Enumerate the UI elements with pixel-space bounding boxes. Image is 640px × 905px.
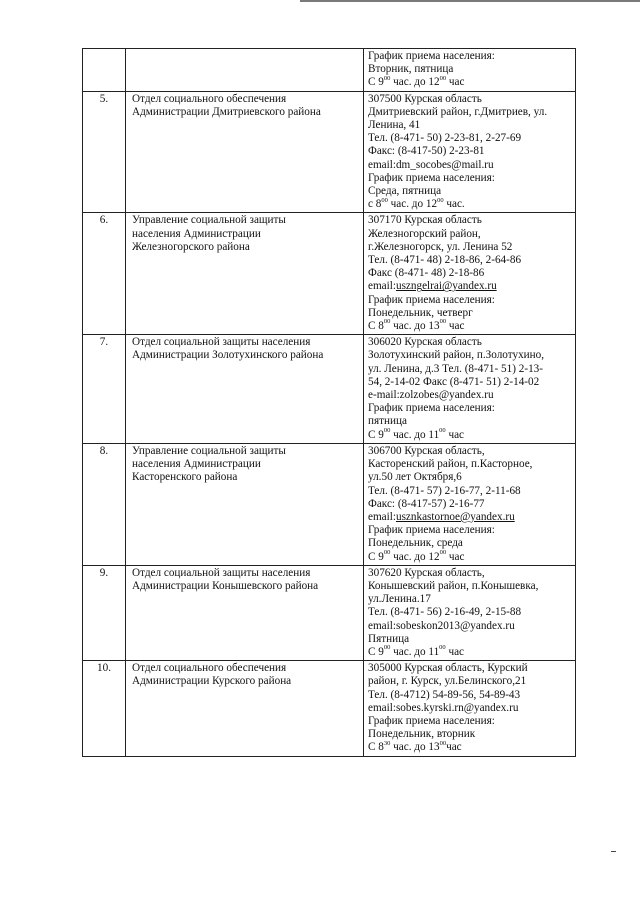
hours-from: С 9 (368, 428, 384, 441)
hours-from: С 8 (368, 741, 384, 754)
row-number-cell (83, 661, 126, 756)
hours-from-minutes: 00 (383, 426, 391, 434)
address-line: 305000 Курская область, Курский (368, 662, 528, 675)
address-line: График приема населения: (368, 293, 495, 306)
address-line: Дмитриевский район, г.Дмитриев, ул. (368, 105, 548, 118)
hours-from: С 9 (368, 76, 384, 89)
address-line: Среда, пятница (368, 185, 442, 198)
organization-cell (126, 91, 364, 213)
table-row (83, 49, 576, 92)
address-line: ул.50 лет Октября,6 (368, 471, 462, 484)
hours-suffix: час. (443, 198, 465, 211)
address-line: пятница (368, 415, 407, 428)
hours-from-minutes: 30 (383, 739, 391, 747)
organization-line: Управление социальной защиты (132, 444, 286, 457)
table-row (83, 91, 576, 213)
organization-line: Железногорского района (132, 240, 250, 253)
address-line: ул.Ленина.17 (368, 593, 431, 606)
address-line: 307170 Курская область (368, 214, 482, 227)
address-line: График приема населения: (368, 402, 495, 415)
organization-line: населения Администрации (132, 227, 261, 240)
address-line: e-mail:zolzobes@yandex.ru (368, 389, 494, 402)
address-line: email:sobes.kyrski.rn@yandex.ru (368, 701, 519, 714)
address-line: Железногорский район, (368, 227, 481, 240)
address-cell (364, 213, 576, 335)
hours-to-minutes: 00 (439, 426, 446, 434)
address-line: Тел. (8-471- 50) 2-23-81, 2-27-69 (368, 132, 522, 145)
organization-line: Отдел социальной защиты населения (132, 336, 311, 349)
hours-suffix: час (445, 428, 465, 441)
hours-from-minutes: 00 (383, 644, 391, 652)
hours-from: С 8 (368, 320, 384, 333)
table-row (83, 565, 576, 660)
row-number-cell (83, 335, 126, 444)
row-number: 6. (99, 214, 109, 227)
hours-to-minutes: 00 (439, 739, 447, 747)
address-line: Понедельник, четверг (368, 306, 473, 319)
address-line: email:sobeskon2013@yandex.ru (368, 619, 515, 632)
hours-to: час. до 12 (390, 550, 440, 563)
address-line: Тел. (8-471- 57) 2-16-77, 2-11-68 (368, 484, 521, 497)
hours-to-minutes: 00 (439, 318, 447, 326)
hours-from-minutes: 00 (383, 548, 391, 556)
row-number: 9. (99, 566, 109, 579)
hours-to-minutes: 00 (439, 644, 446, 652)
organization-cell (126, 213, 364, 335)
address-line: Факс (8-471- 48) 2-18-86 (368, 267, 485, 280)
organization-cell (126, 335, 364, 444)
address-cell (364, 661, 576, 756)
organization-line: Касторенского района (132, 471, 238, 484)
address-line: График приема населения: (368, 50, 495, 62)
organization-line: Отдел социального обеспечения (132, 92, 287, 105)
row-number: 7. (99, 336, 109, 349)
organization-line: Администрации Курского района (132, 675, 292, 688)
organization-line: Управление социальной защиты (132, 214, 286, 227)
organization-line: Отдел социальной защиты населения (132, 566, 311, 579)
address-line: район, г. Курск, ул.Белинского,21 (368, 675, 527, 688)
organization-cell (126, 49, 364, 92)
address-line: Понедельник, вторник (368, 728, 476, 741)
address-line: 306700 Курская область, (368, 444, 485, 457)
email-line (368, 511, 572, 524)
hours-to: час. до 12 (390, 76, 440, 89)
organization-line: Администрации Конышевского района (132, 579, 319, 592)
row-number-cell (83, 565, 126, 660)
address-line: 307500 Курская область (368, 92, 482, 105)
hours-line (368, 198, 572, 211)
hours-suffix: час (446, 76, 465, 89)
email-link[interactable]: usznkastornoe@yandex.ru (395, 510, 515, 523)
address-line: График приема населения: (368, 171, 495, 184)
hours-to: час. до 12 (387, 198, 438, 211)
row-number: 10. (97, 662, 111, 675)
row-number: 8. (99, 444, 109, 457)
address-cell (364, 49, 576, 92)
address-line: 54, 2-14-02 Факс (8-471- 51) 2-14-02 (368, 375, 540, 388)
hours-line (368, 548, 572, 564)
hours-from-minutes: 00 (383, 74, 391, 82)
address-line: 306020 Курская область (368, 336, 482, 349)
organization-cell (126, 661, 364, 756)
address-cell (364, 565, 576, 660)
hours-from: С 9 (368, 645, 384, 658)
hours-to: час. до 11 (390, 645, 440, 658)
address-line: Ленина, 41 (368, 119, 421, 132)
hours-to: час. до 11 (390, 428, 440, 441)
hours-line (368, 426, 572, 442)
hours-from-minutes: 00 (383, 318, 391, 326)
address-line: Касторенский район, п.Касторное, (368, 458, 533, 471)
address-line: Вторник, пятница (368, 63, 454, 76)
address-line: ул. Ленина, д.3 Тел. (8-471- 51) 2-13- (368, 362, 543, 375)
address-line: Тел. (8-471- 48) 2-18-86, 2-64-86 (368, 254, 522, 267)
organization-cell (126, 443, 364, 565)
row-number-cell (83, 443, 126, 565)
address-line: Факс: (8-417-50) 2-23-81 (368, 145, 485, 158)
address-line: Понедельник, среда (368, 537, 463, 550)
hours-to: час. до 13 (390, 741, 440, 754)
organization-line: населения Администрации (132, 458, 261, 471)
hours-from-minutes: 00 (381, 196, 388, 204)
organization-line: Администрации Золотухинского района (132, 349, 324, 362)
address-line: Конышевский район, п.Конышевка, (368, 579, 539, 592)
hours-suffix: час (445, 645, 465, 658)
table-row (83, 335, 576, 444)
top-rule (300, 0, 640, 2)
address-line: Факс: (8-417-57) 2-16-77 (368, 497, 485, 510)
address-cell (364, 443, 576, 565)
address-line: г.Железногорск, ул. Ленина 52 (368, 240, 513, 253)
row-number: 5. (99, 92, 109, 105)
address-line: Пятница (368, 632, 410, 645)
table-row (83, 661, 576, 756)
hours-to-minutes: 00 (439, 548, 447, 556)
hours-from: с 8 (368, 198, 382, 211)
address-line: email:dm_socobes@mail.ru (368, 158, 494, 171)
email-line (368, 280, 572, 293)
hours-to-minutes: 00 (439, 74, 447, 82)
row-number-cell (83, 91, 126, 213)
hours-from: С 9 (368, 550, 384, 563)
address-cell (364, 335, 576, 444)
organization-cell (126, 565, 364, 660)
table-row (83, 443, 576, 565)
address-line: Тел. (8-4712) 54-89-56, 54-89-43 (368, 688, 521, 701)
hours-suffix: час (446, 320, 465, 333)
hours-suffix: час (446, 741, 462, 754)
table-row (83, 213, 576, 335)
margin-tick (611, 851, 616, 852)
address-line: 307620 Курская область, (368, 566, 485, 579)
row-number-cell (83, 49, 126, 92)
hours-to-minutes: 00 (437, 196, 444, 204)
address-cell (364, 91, 576, 213)
email-prefix: email: (368, 280, 396, 293)
hours-line (368, 320, 572, 333)
address-line: Тел. (8-471- 56) 2-16-49, 2-15-88 (368, 606, 522, 619)
address-line: Золотухинский район, п.Золотухино, (368, 349, 545, 362)
hours-line (368, 646, 572, 659)
address-line: График приема населения: (368, 714, 495, 727)
hours-line (368, 741, 572, 754)
social-protection-table (82, 48, 576, 757)
row-number-cell (83, 213, 126, 335)
hours-line (368, 76, 572, 89)
email-prefix: email: (368, 510, 396, 523)
table-body (83, 49, 576, 757)
email-link[interactable]: uszngelrai@yandex.ru (395, 280, 497, 293)
organization-line: Администрации Дмитриевского района (132, 105, 321, 118)
organization-line: Отдел социального обеспечения (132, 662, 287, 675)
address-line: График приема населения: (368, 524, 495, 537)
hours-suffix: час (446, 550, 465, 563)
hours-to: час. до 13 (390, 320, 440, 333)
